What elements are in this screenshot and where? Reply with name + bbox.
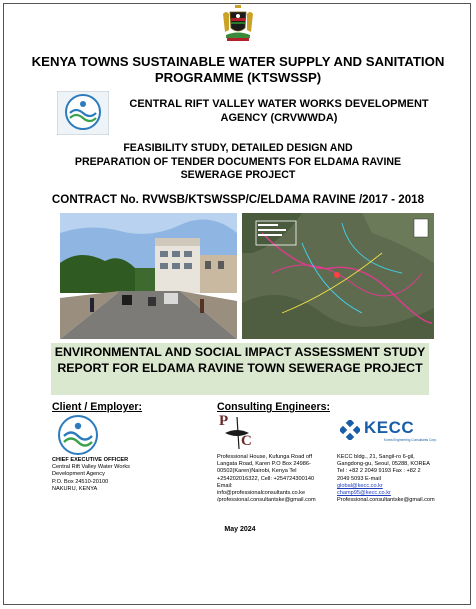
kecc-address (337, 454, 447, 504)
pc-logo-letter-p: P (219, 413, 229, 429)
report-title: ENVIRONMENTAL AND SOCIAL IMPACT ASSESSMENT STUDY REPORT FOR ELDAMA RAVINE TOWN SEWERAGE PROJECT (54, 345, 426, 375)
kecc-address-line-1: KECC bldg., 21, Sangil-ro 6-gil, (337, 454, 415, 460)
client-address-line-2: Development Agency (52, 471, 105, 478)
kecc-logo-text: KECC (364, 418, 415, 437)
contract-number: CONTRACT No. RVWSB/KTSWSSP/C/ELDAMA RAVINE /2017 - 2018 (51, 193, 425, 206)
study-title (48, 142, 428, 183)
client-address-line-3: P.O. Box 24510-20100 (52, 478, 109, 485)
pc-address-line-5: Email: (217, 482, 233, 489)
pc-address-line-3: 00502(Karen)Nairobi, Kenya Tel (217, 468, 297, 475)
study-title-line-1: FEASIBILITY STUDY, DETAILED DESIGN AND (123, 142, 353, 154)
client-heading: Client / Employer: (52, 401, 143, 413)
study-title-line-2: PREPARATION OF TENDER DOCUMENTS FOR ELDAMA RAVINE (74, 155, 402, 168)
pc-logo-letter-c: C (241, 433, 252, 449)
pc-address-line-4: +254202016322, Cell: +254724300140 (217, 475, 315, 482)
programme-title: KENYA TOWNS SUSTAINABLE WATER SUPPLY AND SANITATION PROGRAMME (KTSWSSP) (31, 54, 445, 85)
kecc-address-line-2: Gangdong-gu, Seoul, 05288, KOREA (337, 461, 430, 468)
kecc-email-1[interactable]: global@kecc.co.kr (337, 482, 383, 489)
pc-logo (217, 413, 259, 451)
client-officer: CHIEF EXECUTIVE OFFICER (52, 457, 129, 463)
client-address (52, 457, 162, 493)
pc-address-line-2: Langata Road, Karen P.O Box 24986- (217, 461, 311, 468)
study-title-line-3: SEWERAGE PROJECT (180, 169, 296, 181)
report-date: May 2024 (224, 526, 256, 533)
pc-address-line-1: Professional House, Kufunga Road off (217, 454, 313, 460)
pc-address-line-6: info@professionalconsultants.co.ke (217, 490, 306, 497)
kecc-address-line-4: 2049 5093 E-mail (337, 475, 381, 482)
pc-address-line-7: /professional.consultantske@gmail.com (217, 497, 316, 504)
agency-name: CENTRAL RIFT VALLEY WATER WORKS DEVELOPMENT AGENCY (CRVWWDA) (129, 98, 429, 124)
client-address-line-1: Central Rift Valley Water Works (52, 464, 130, 471)
kecc-logo (340, 418, 440, 444)
kecc-email-2[interactable]: champ95@kecc.co.kr (337, 490, 391, 497)
client-address-line-4: NAKURU, KENYA (52, 485, 98, 492)
town-street-photo (60, 213, 237, 339)
pc-address (217, 454, 342, 504)
project-area-map (242, 213, 434, 339)
kecc-tagline: Korea Engineering Consultants Corp. (384, 438, 437, 442)
kecc-diamond-icon (340, 420, 360, 440)
kecc-address-line-3: Tel : +82 2 2049 9193 Fax : +82 2 (337, 468, 421, 475)
consultants-heading: Consulting Engineers: (217, 401, 331, 413)
crvwwda-logo (57, 91, 109, 135)
kecc-address-line-7: Professional.consultantske@gmail.com (337, 497, 435, 504)
client-logo (56, 414, 100, 456)
coat-of-arms-emblem (220, 4, 256, 42)
